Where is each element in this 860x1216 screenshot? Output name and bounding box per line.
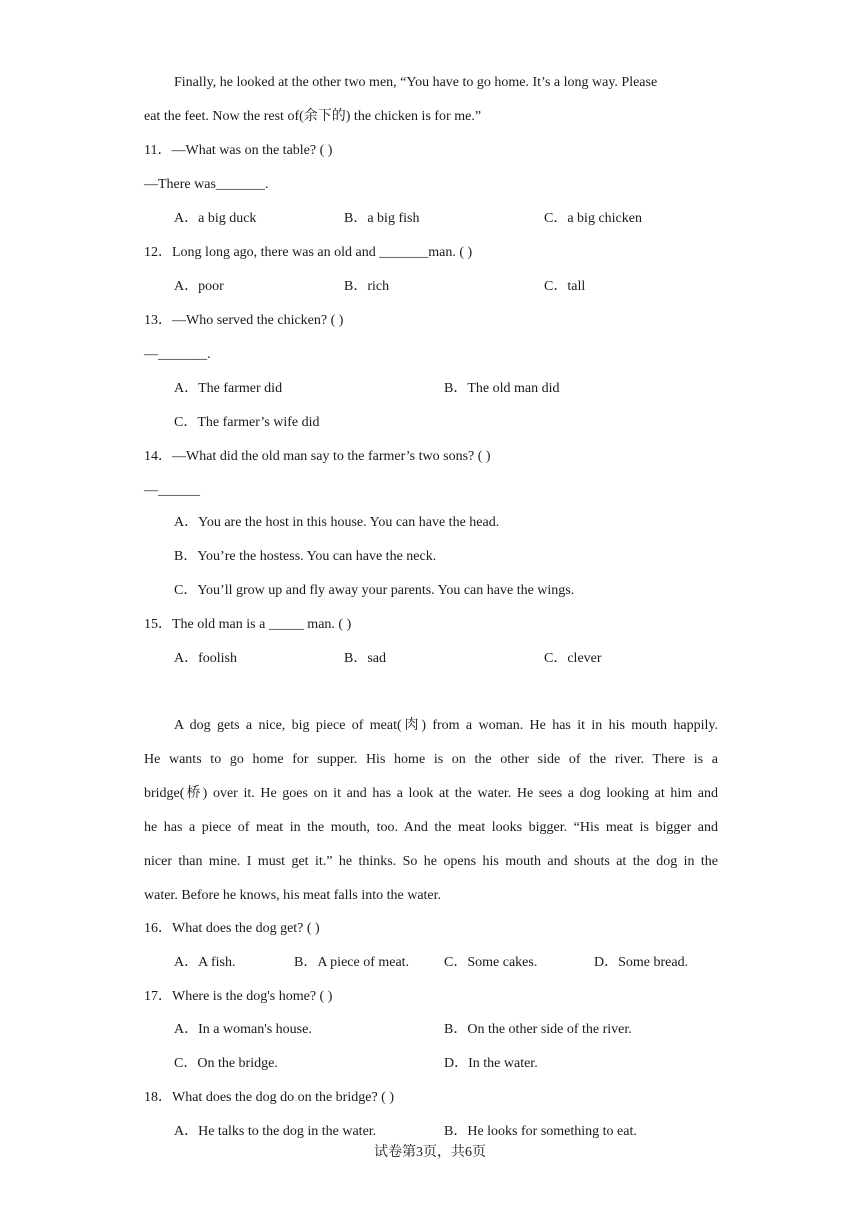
passage2-line-5: nicer than mine. I must get it.” he thinks. So he opens his mouth and shouts at the dog in the [144, 854, 718, 869]
passage2-line-1: A dog gets a nice, big piece of meat(肉) from a woman. He has it in his mouth happily. [174, 718, 718, 733]
question-11-option-b: B．a big fish [344, 211, 420, 226]
question-14-prompt: 14．—What did the old man say to the farmer’s two sons? ( ) [144, 449, 491, 464]
question-13-option-b: B．The old man did [444, 381, 560, 396]
question-16-option-b: B．A piece of meat. [294, 955, 410, 970]
question-15-option-b: B．sad [344, 651, 386, 666]
question-14-option-b: B．You’re the hostess. You can have the neck. [174, 549, 437, 564]
question-14-answer-line: —______ [144, 483, 200, 498]
question-15-prompt: 15．The old man is a _____ man. ( ) [144, 617, 352, 632]
question-11-option-a: A．a big duck [174, 211, 257, 226]
question-13-answer-line: —_______. [144, 347, 211, 362]
question-16-option-d: D．Some bread. [594, 955, 689, 970]
question-11-answer-line: —There was_______. [144, 177, 269, 192]
question-11-option-c: C．a big chicken [544, 211, 642, 226]
question-15-option-a: A．foolish [174, 651, 237, 666]
question-14-option-c: C．You’ll grow up and fly away your parents. You can have the wings. [174, 583, 575, 598]
passage2-line-3: bridge(桥) over it. He goes on it and has a look at the water. He sees a dog looking at him and [144, 786, 718, 801]
question-17-option-a: A．In a woman's house. [174, 1022, 312, 1037]
passage1-line-1: Finally, he looked at the other two men, “You have to go home. It’s a long way. Please [174, 75, 658, 90]
question-18-option-a: A．He talks to the dog in the water. [174, 1124, 377, 1139]
question-18-prompt: 18．What does the dog do on the bridge? ( ) [144, 1090, 394, 1105]
question-13-prompt: 13．—Who served the chicken? ( ) [144, 313, 344, 328]
question-12-option-b: B．rich [344, 279, 390, 294]
passage1-line-2: eat the feet. Now the rest of(余下的) the chicken is for me.” [144, 109, 482, 124]
passage2-line-6: water. Before he knows, his meat falls into the water. [144, 888, 442, 903]
question-17-option-d: D．In the water. [444, 1056, 538, 1071]
question-14-option-a: A．You are the host in this house. You can have the head. [174, 515, 500, 530]
question-17-prompt: 17．Where is the dog's home? ( ) [144, 989, 333, 1004]
question-11-prompt: 11．—What was on the table? ( ) [144, 143, 333, 158]
page-number-footer: 试卷第3页，共6页 [374, 1145, 486, 1160]
passage2-line-4: he has a piece of meat in the mouth, too. And the meat looks bigger. “His meat is bigger and [144, 820, 718, 835]
question-13-option-a: A．The farmer did [174, 381, 283, 396]
question-17-option-b: B．On the other side of the river. [444, 1022, 632, 1037]
question-12-prompt: 12．Long long ago, there was an old and _______man. ( ) [144, 245, 473, 260]
question-17-option-c: C．On the bridge. [174, 1056, 278, 1071]
question-16-prompt: 16．What does the dog get? ( ) [144, 921, 320, 936]
question-16-option-c: C．Some cakes. [444, 955, 538, 970]
question-18-option-b: B．He looks for something to eat. [444, 1124, 637, 1139]
question-15-option-c: C．clever [544, 651, 602, 666]
question-12-option-c: C．tall [544, 279, 586, 294]
question-16-option-a: A．A fish. [174, 955, 236, 970]
passage2-line-2: He wants to go home for supper. His home is on the other side of the river. There is a [144, 752, 718, 767]
question-13-option-c: C．The farmer’s wife did [174, 415, 320, 430]
question-12-option-a: A．poor [174, 279, 224, 294]
